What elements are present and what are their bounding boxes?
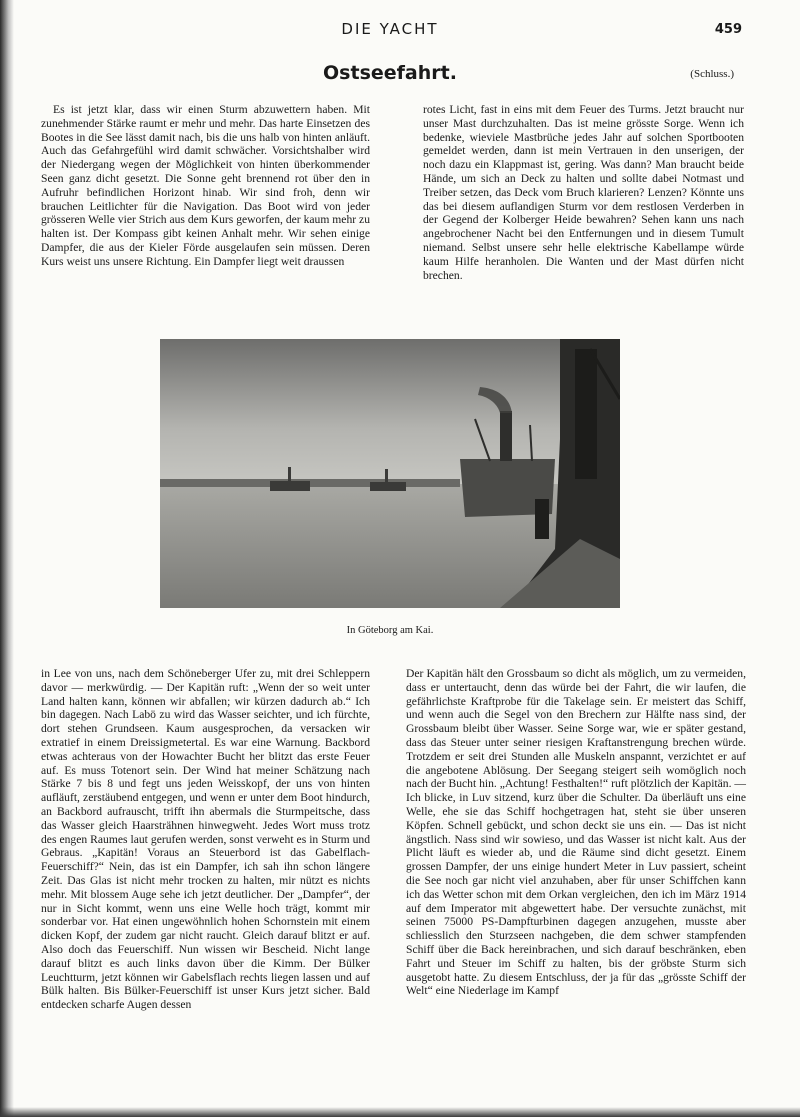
paragraph: Es ist jetzt klar, dass wir einen Sturm abzuwettern haben. Mit zunehmender Stärke raumt er mehr und mehr. Das harte Einsetzen des Bootes in die See lässt damit nach, bis die uns halb von hinten anläuft. Auch das Gefahrgefühl wird damit schwächer. Vorsichtshalber wird der Niedergang wegen der Möglichkeit von hinten überkommender Seen ganz dicht gesetzt. Die Sonne geht brennend rot über den in Aufruhr befindlichen Horizont hinab. Wir sind froh, denn wir brauchen Leitlichter für die Navigation. Das Boot wird von jeder grösseren Welle vier Strich aus dem Kurs geworfen, der kaum mehr zu halten ist. Der Kompass gibt keinen Anhalt mehr. Wir sehen einige Dampfer, die aus der Kieler Förde ausgelaufen sein müssen. Deren Kurs weist uns unsere Richtung. Ein Dampfer liegt weit draussen: [41, 103, 370, 268]
page-header: [0, 20, 800, 40]
paragraph: Der Kapitän hält den Grossbaum so dicht als möglich, um zu vermeiden, dass er untertaucht, denn das würde bei der Fahrt, die wir laufen, die gefährlichste Kraftprobe für die Takelage sein. Er meistert das Schiff, und wenn auch die Segel von den Brechern zur Hälfte nass sind, der Grossbaum bleibt über Wasser. Seine Sorge war, wie er später gestand, dass das Steuer unter seiner riesigen Kraftanstrengung brechen würde. Trotzdem er seit drei Stunden alle Muskeln anspannt, verzichtet er auf die angebotene Ablösung. Der Seegang steigert seih womöglich noch nach der Bucht hin. „Achtung! Festhalten!“ ruft plötzlich der Kapitän. — Ich blicke, in Luv sitzend, kurz über die Schulter. Da überläuft uns eine Welle, ehe sie das Schiff hochgetragen hat, steht sie über unseren Köpfen. Schnell gebückt, und schon deckt sie uns ein. — Das ist nicht ängstlich. Nass sind wir sowieso, und das Wasser ist nicht kalt. Aus der Plicht läuft es wieder ab, und die Räume sind dicht gesetzt. Einem grossen Dampfer, der uns einige hundert Meter in Luv passiert, scheint die See noch gar nicht viel anzuhaben, aber für unser Schiffchen kann ich das Wetter schon mit dem Orkan vergleichen, den ich im März 1914 auf dem Imperator mit abgewettert habe. Der versuchte zunächst, mit seinen 75000 PS-Dampfturbinen dagegen anzugehen, musste aber schliesslich den Sturzseen nachgeben, die dem schwer stampfenden Schiff über die Back hereinbrachen, und sich darauf beschränken, eben Fahrt und Steuer im Schiff zu halten, bis der gröbste Sturm sich ausgetobt hatte. Zu diesem Entschluss, der ja für das „grösste Schiff der Welt“ eine Niederlage im Kampf: [406, 667, 746, 998]
text-column-top-right: [423, 103, 744, 282]
harbor-photograph: [160, 339, 620, 608]
text-column-bottom-left: [41, 667, 370, 1012]
text-column-top-left: [41, 103, 370, 269]
running-title: DIE YACHT: [341, 20, 439, 38]
harbor-photo-illustration: [160, 339, 620, 608]
page-bottom-shadow: [0, 1107, 800, 1117]
article-title: Ostseefahrt.: [323, 62, 457, 84]
figure-caption: In Göteborg am Kai.: [346, 625, 434, 636]
paragraph: in Lee von uns, nach dem Schöneberger Ufer zu, mit drei Schleppern davor — merkwürdig. — Der Kapitän ruft: „Wenn der so weit unter Land halten kann, können wir abfallen; wir kürzen dadurch ab.“ Ich bin dagegen. Nach Labö zu wird das Wasser seichter, und ich fürchte, dort stehen Grundseen. Kaum ausgesprochen, da versacken wir extratief in einem Dreissigmetertal. Es war eine Warnung. Backbord etwas achteraus von der Howachter Bucht her blitzt das erste Feuer auf. Es muss Totenort sein. Der Wind hat meiner Schätzung nach Stärke 7 bis 8 und fegt uns jeden Weisskopf, der uns von hinten aufläuft, zerstäubend entgegen, und wenn er unter dem Boot hindurch, an Backbord aufrauscht, trifft ihn abermals die Sturmpeitsche, dass das Wasser gleich Haarsträhnen hinwegweht. Jedes Wort muss trotz des engen Raumes laut gerufen werden, sonst verweht es in Sturm und Gebraus. „Kapitän! Voraus an Steuerbord ist das Gabelflach-Feuerschiff?“ Nein, das ist ein Dampfer, ich sah ihn schon längere Zeit. Das Glas ist nicht mehr trocken zu halten, mir nützt es nichts mehr. Mit blossem Auge sehe ich jetzt deutlicher. Der „Dampfer“, der nur in Sicht kommt, wenn uns eine Welle hoch trägt, kommt mir sonderbar vor. Hat einen ungewöhnlich hohen Schornstein mit einem dicken Kopf, der zudem gar nicht raucht. Gleich darauf blitzt er auf. Also doch das Feuerschiff. Nun wissen wir Bescheid. Nicht lange darauf blitzt es auch links davon über die Kimm. Der Bülker Leuchtturm, jetzt können wir Gabelsflach rechts liegen lassen und auf Bülk halten. Bis Bülker-Feuerschiff ist unser Kurs jetzt sicher. Bald entdecken scharfe Augen dessen: [41, 667, 370, 1012]
page-number: 459: [714, 22, 742, 37]
continued-note: (Schluss.): [690, 68, 734, 80]
text-column-bottom-right: [406, 667, 746, 998]
page-edge-shadow: [0, 0, 14, 1117]
paragraph: rotes Licht, fast in eins mit dem Feuer des Turms. Jetzt braucht nur unser Mast durchzuhalten. Das ist meine grösste Sorge. Wenn ich bedenke, wieviele Mastbrüche jedes Jahr auf solchen Sportbooten gemeldet werden, dann ist mein Vertrauen in den unserigen, der noch dazu ein Klappmast ist, gering. Was dann? Man braucht beide Hände, um sich an Deck zu halten und sollte dabei Notmast und Treiber setzen, das Deck vom Bruch klarieren? Lenzen? Könnte uns das bei diesem auflandigen Sturm vor dem restlosen Verderben in der Gegend der Kolberger Heide bewahren? Sehen kann uns nach angebrochener Nacht bei den Entfernungen und in diesem Tumult niemand. Selbst unsere sehr helle elektrische Kabellampe würde kaum Hilfe heranholen. Die Wanten und der Mast dürfen nicht brechen.: [423, 103, 744, 282]
